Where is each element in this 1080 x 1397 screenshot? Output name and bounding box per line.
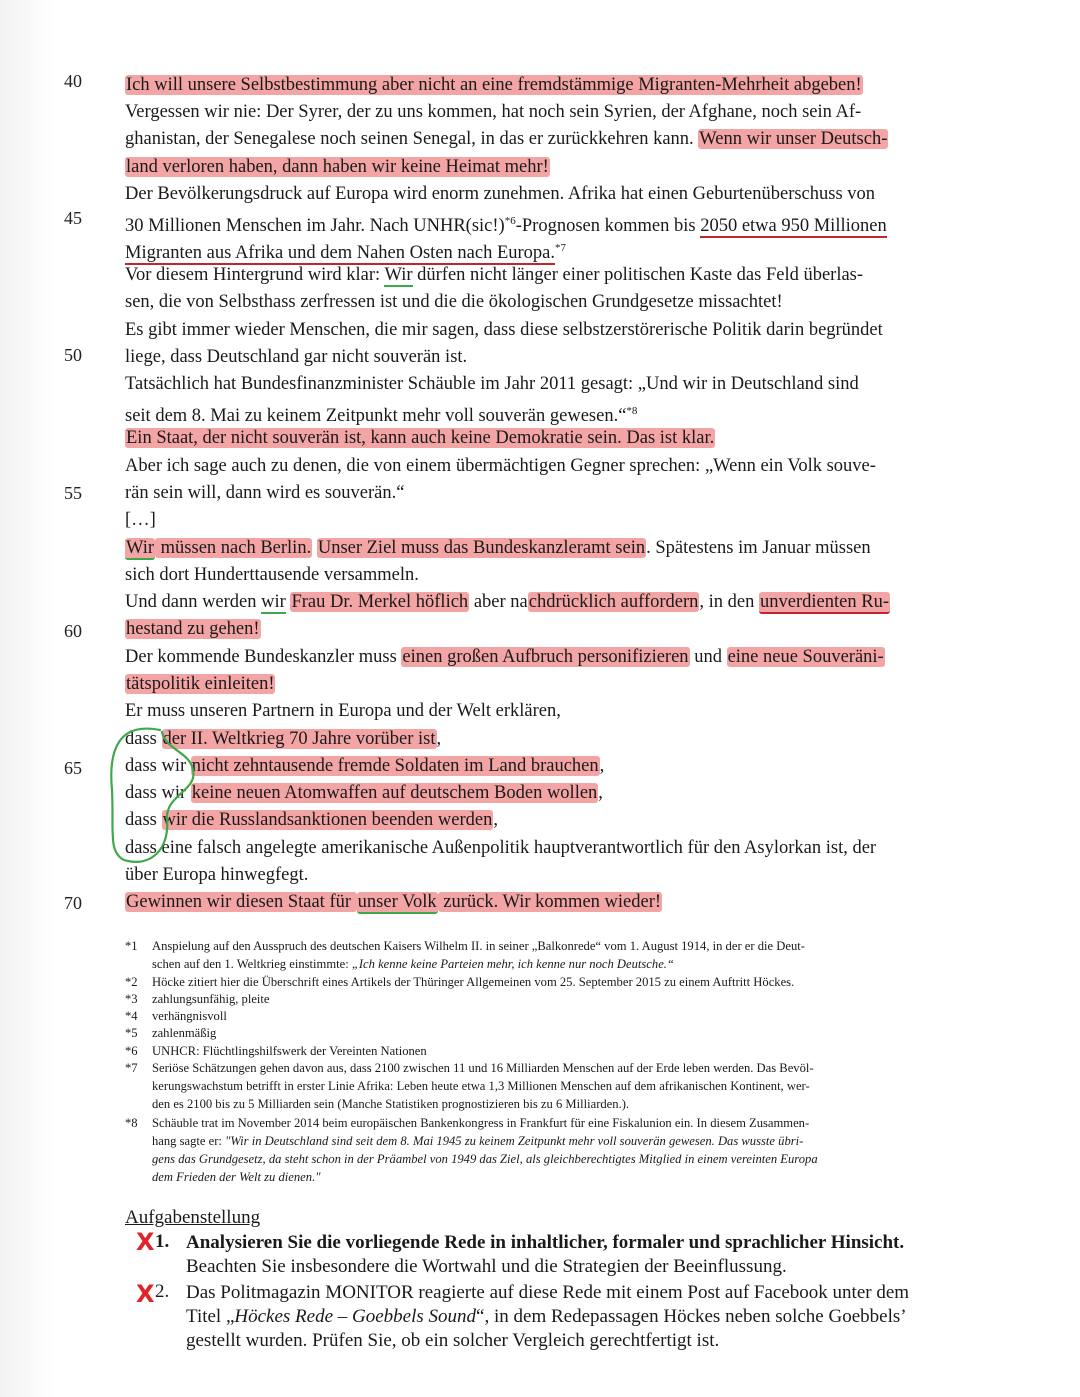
footnote-7-cont [125,1096,629,1113]
task-1-cont: Beachten Sie insbesondere die Wortwahl und die Strategien der Beeinflussung. [186,1256,787,1277]
text: zahlenmäßig [152,1026,217,1040]
highlight: Ich will unsere Selbstbestimmung aber nicht an eine fremdstämmige Migranten-Mehrheit abgeben! [126,75,862,95]
highlight: eine neue Souveräni- [727,647,884,667]
speech-line: Es gibt immer wieder Menschen, die mir sagen, dass diese selbstzerstörerische Politik darin begründet [125,320,883,340]
highlight: Gewinnen wir diesen Staat für [126,892,356,912]
text: , [598,783,603,803]
text: Titel „ [186,1306,235,1327]
red-x-mark-icon: X [136,1228,155,1256]
footnote-8-cont [125,1151,818,1168]
text: “, in dem Redepassagen Höckes neben solche Goebbels’ [476,1306,907,1327]
text: 30 Millionen Menschen im Jahr. Nach UNHR(sic!) [125,216,505,237]
footnote-5 [125,1025,216,1042]
footnote-marker: *7 [125,1061,138,1075]
text: dass [125,838,162,858]
task-1: Analysieren Sie die vorliegende Rede in inhaltlicher, formaler und sprachlicher Hinsicht. [186,1232,905,1253]
green-underline: Wir [384,265,413,285]
highlight: unverdienten Ru- [760,592,889,612]
green-underline: wir [261,592,286,612]
footnote-ref: *7 [555,242,566,254]
footnote-2 [125,974,794,991]
task-heading: Aufgabenstellung [125,1207,261,1228]
speech-line: […] [125,510,156,530]
red-underline: Migranten aus Afrika und dem Nahen Osten nach Europa. [125,243,555,264]
line-number: 55 [64,483,82,503]
highlight: Wir [126,538,155,558]
speech-line: über Europa hinwegfegt. [125,865,309,885]
text: , in den [699,592,760,612]
text: Vor diesem Hintergrund wird klar: [125,265,385,285]
text: schen auf den 1. Weltkrieg einstimmte: [152,957,352,971]
text: Seriöse Schätzungen gehen davon aus, dass 2100 zwischen 11 und 16 Milliarden Menschen auf der Erde leben werden. Das Bevöl- [152,1061,814,1075]
footnote-marker: *6 [125,1044,138,1058]
highlight: chdrücklich auffordern [528,592,699,612]
quote: dem Frieden der Welt zu dienen." [152,1170,321,1184]
text: dass [125,729,162,749]
text: Und dann werden [125,592,262,612]
footnote-7-cont [125,1078,810,1095]
text: ghanistan, der Senegalese noch seinen Senegal, in das er zurückkehren kann. [125,129,699,149]
footnote-8 [125,1115,809,1132]
line-number: 65 [64,758,82,778]
highlight: Wenn wir unser Deutsch- [699,129,888,149]
text: seit dem 8. Mai zu keinem Zeitpunkt mehr voll souverän gewesen.“ [125,406,627,427]
highlight: wir die Russlandsanktionen beenden werden [162,810,493,830]
speech-line: sich dort Hunderttausende versammeln. [125,565,419,585]
text: kerungswachstum betrifft in erster Linie Afrika: Leben heute etwa 1,3 Millionen Menschen auf dem afrikanischen Kontinent, wer- [152,1079,810,1093]
footnote-7 [125,1060,814,1077]
task-number: 1. [155,1231,170,1252]
highlight: Unser Ziel muss das Bundeskanzleramt sein [317,538,646,558]
red-underline: 2050 etwa 950 Millionen [700,216,887,237]
line-number: 40 [64,71,82,91]
text: den es 2100 bis zu 5 Milliarden sein (Manche Statistiken prognostizieren bis zu 6 Milliarden.). [152,1097,630,1111]
text: dass [125,810,162,830]
speech-line: Aber ich sage auch zu denen, die von einem übermächtigen Gegner sprechen: „Wenn ein Volk souve- [125,456,876,476]
footnote-1-cont [125,956,674,973]
highlight: land verloren haben, dann haben wir keine Heimat mehr! [126,157,549,177]
quote: gens das Grundgesetz, da steht schon in der Präambel von 1949 das Ziel, als gleichberechtigtes Mitglied in einem vereinten Europa [152,1152,818,1166]
line-number: 50 [64,345,82,365]
text: Schäuble trat im November 2014 beim europäischen Bankenkongress in Frankfurt für eine Fiskalunion ein. In diesem Zusammen- [152,1116,810,1130]
task-2-cont [186,1305,907,1329]
line-number: 70 [64,893,82,913]
text: . Spätestens im Januar müssen [646,538,871,558]
speech-line: Tatsächlich hat Bundesfinanzminister Schäuble im Jahr 2011 gesagt: „Und wir in Deutschland sind [125,374,859,394]
text: , [493,810,498,830]
task-2: Das Politmagazin MONITOR reagierte auf diese Rede mit einem Post auf Facebook unter dem [186,1282,910,1303]
task-number: 2. [155,1281,170,1302]
highlight: müssen nach Berlin. [156,538,312,558]
highlight: Ein Staat, der nicht souverän ist, kann auch keine Demokratie sein. Das ist klar. [126,428,715,448]
footnote-ref: *6 [504,215,516,227]
footnote-marker: *5 [125,1026,138,1040]
speech-line: sen, die von Selbsthass zerfressen ist und die die ökologischen Grundgesetze missachtet! [125,292,783,312]
text: dass wir [125,756,191,776]
text: dürfen nicht länger einer politischen Kaste das Feld überlas- [412,265,864,285]
highlight: unser Volk [357,892,437,912]
text: hang sagte er: [152,1134,226,1148]
text: eine falsch angelegte amerikanische Außenpolitik hauptverantwortlich für den Asylorkan ist, der [161,838,877,858]
footnote-8-cont [125,1133,803,1150]
quote: "Wir in Deutschland sind seit dem 8. Mai 1945 zu keinem Zeitpunkt mehr voll souverän gewesen. Das wusste übri- [225,1134,804,1148]
footnote-3 [125,991,270,1008]
footnote-1 [125,938,805,955]
highlight: Frau Dr. Merkel höflich [291,592,469,612]
highlight: nicht zehntausende fremde Soldaten im Land brauchen [191,756,599,776]
text: UNHCR: Flüchtlingshilfswerk der Vereinten Nationen [152,1044,427,1058]
text: , [599,756,605,776]
footnote-marker: *4 [125,1009,138,1023]
red-x-mark-icon: X [136,1280,155,1308]
footnote-marker: *8 [125,1116,138,1130]
text: aber na [469,592,528,612]
footnote-6 [125,1043,427,1060]
title: Höckes Rede – Goebbels Sound [234,1306,477,1327]
highlight: keine neuen Atomwaffen auf deutschem Boden wollen [191,783,598,803]
text: , [436,729,442,749]
speech-line: Vergessen wir nie: Der Syrer, der zu uns kommen, hat noch sein Syrien, der Afghane, noch sein Af- [125,102,862,122]
text: -Prognosen kommen bis [515,216,701,237]
footnote-marker: *1 [125,939,138,953]
footnote-marker: *3 [125,992,138,1006]
text: verhängnisvoll [152,1009,227,1023]
text: und [689,647,727,667]
text: Der kommende Bundeskanzler muss [125,647,402,667]
highlight: der II. Weltkrieg 70 Jahre vorüber ist [162,729,436,749]
highlight: einen großen Aufbruch personifizieren [402,647,689,667]
highlight: tätspolitik einleiten! [126,674,275,694]
footnote-4 [125,1008,227,1025]
line-number: 45 [64,208,82,228]
text: Höcke zitiert hier die Überschrift eines Artikels der Thüringer Allgemeinen vom 25. September 2015 zu einem Auftritt Höckes. [152,975,795,989]
footnote-8-cont [125,1169,321,1186]
text: dass wir [125,783,191,803]
text: zahlungsunfähig, pleite [152,992,270,1006]
quote: „Ich kenne keine Parteien mehr, ich kenne nur noch Deutsche.“ [351,957,674,971]
task-2-cont: gestellt wurden. Prüfen Sie, ob ein solcher Vergleich gerechtfertigt ist. [186,1330,720,1351]
speech-line-55: rän sein will, dann wird es souverän.“ [125,483,405,503]
text: Anspielung auf den Ausspruch des deutschen Kaisers Wilhelm II. in seiner „Balkonrede“ vom 1. August 1914, in der er die Deut- [152,939,805,953]
speech-line: Der Bevölkerungsdruck auf Europa wird enorm zunehmen. Afrika hat einen Geburtenüberschuss von [125,184,876,204]
highlight: hestand zu gehen! [126,619,260,639]
line-number: 60 [64,621,82,641]
footnote-ref: *8 [626,405,638,417]
highlight: zurück. Wir kommen wieder! [438,892,662,912]
speech-line: Er muss unseren Partnern in Europa und der Welt erklären, [125,701,561,721]
footnote-marker: *2 [125,975,138,989]
speech-line-50: liege, dass Deutschland gar nicht souverän ist. [125,347,468,367]
